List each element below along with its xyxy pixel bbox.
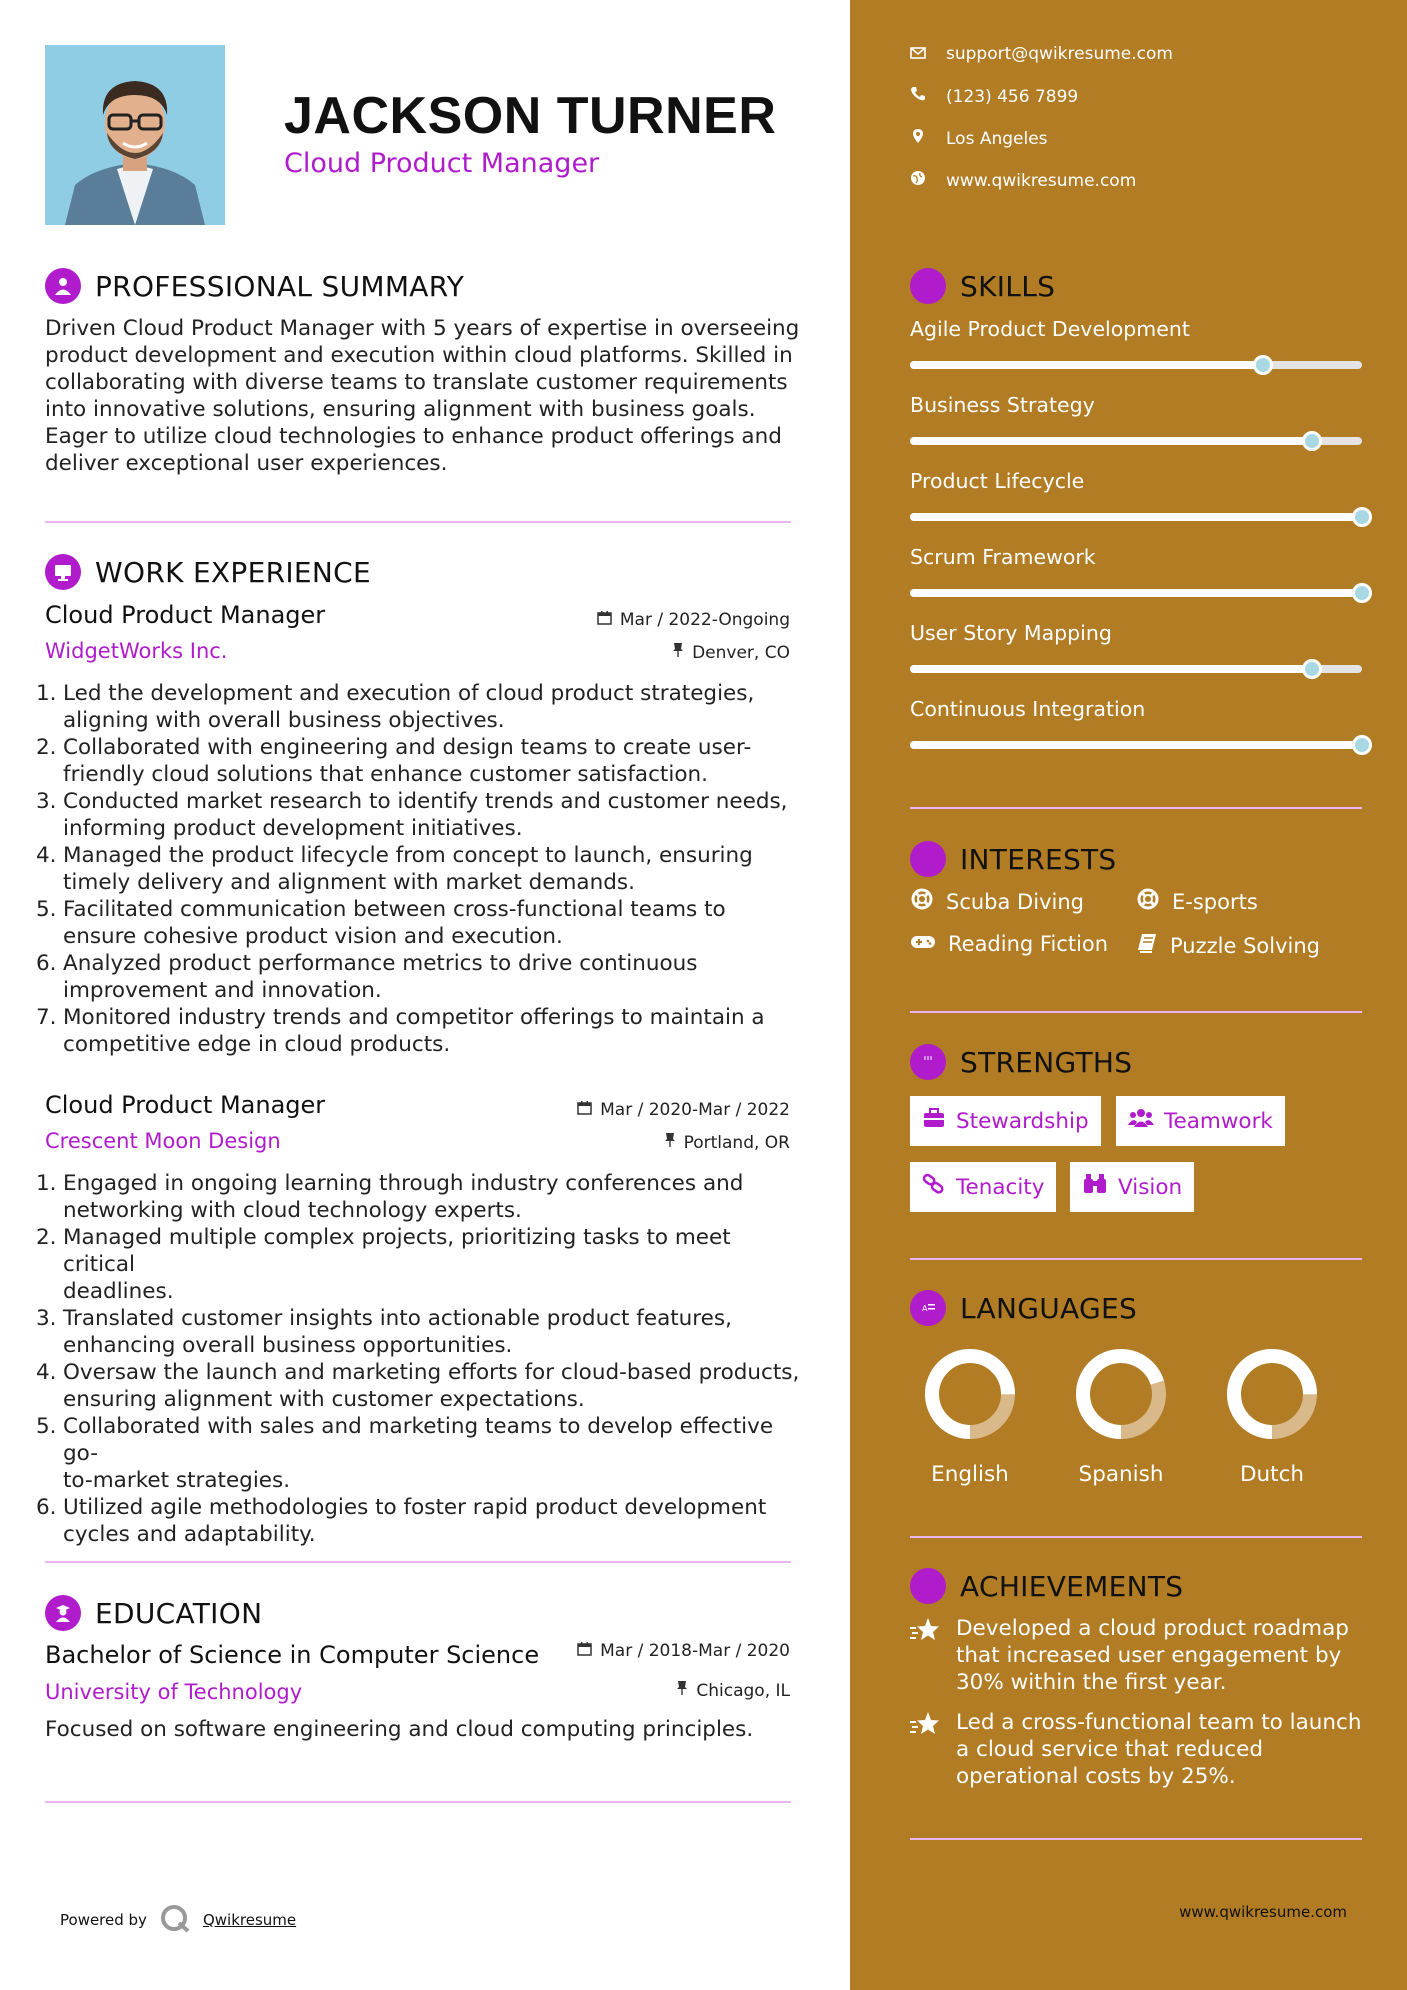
svg-text:A: A [922, 1304, 928, 1313]
skill-bar-knob [1253, 355, 1273, 375]
achievement-item [910, 1615, 1349, 1696]
interest-label: Reading Fiction [948, 932, 1109, 956]
strength-chip [1116, 1096, 1285, 1146]
summary-line: product development and execution within cloud platforms. Skilled in [45, 343, 793, 368]
skill-bar [910, 741, 1362, 749]
candidate-role: Cloud Product Manager [284, 148, 600, 179]
summary-line: Eager to utilize cloud technologies to enhance product offerings and [45, 424, 782, 449]
list-item: 5. Facilitated communication between cross-functional teams to ensure cohesive product vision and execution. [36, 897, 726, 949]
section-title: EDUCATION [95, 1596, 263, 1630]
skill-bar [910, 513, 1362, 521]
summary-header [45, 268, 464, 304]
skill-bar-fill [910, 437, 1312, 445]
strength-label: Stewardship [956, 1108, 1089, 1134]
job-location [490, 1132, 790, 1153]
skill-bar-knob [1352, 583, 1372, 603]
divider [45, 1561, 791, 1563]
achievement-line: Developed a cloud product roadmap [956, 1616, 1349, 1641]
list-item: 2. Collaborated with engineering and design teams to create user- friendly cloud solutions that enhance customer satisfaction. [36, 735, 752, 787]
language-label: Dutch [1239, 1462, 1305, 1487]
star-icon [910, 1709, 940, 1790]
map-marker-icon [910, 128, 926, 149]
lightbulb-icon [910, 268, 946, 304]
job-date [490, 610, 790, 630]
achievement-line: that increased user engagement by [956, 1643, 1342, 1668]
divider [45, 521, 791, 523]
lifebuoy-icon [1136, 887, 1160, 916]
section-title: PROFESSIONAL SUMMARY [95, 269, 465, 303]
skill-label: Scrum Framework [910, 545, 1096, 569]
gamepad-icon [910, 932, 936, 956]
education-date [490, 1641, 790, 1661]
skill-bar-knob [1352, 507, 1372, 527]
skill-label: Agile Product Development [910, 317, 1190, 341]
phone-text[interactable]: (123) 456 7899 [946, 86, 1079, 107]
education-note: Focused on software engineering and cloud computing principles. [45, 1717, 754, 1742]
list-item: 3. Translated customer insights into actionable product features, enhancing overall business opportunities. [36, 1306, 732, 1358]
globe-icon [910, 170, 926, 191]
section-title: INTERESTS [960, 842, 1117, 876]
interest-item [1136, 932, 1320, 959]
skill-label: Business Strategy [910, 393, 1095, 417]
link-icon [922, 1173, 946, 1201]
binoculars-icon [1082, 1173, 1108, 1201]
language-item [1207, 1344, 1337, 1487]
summary-line: deliver exceptional user experiences. [45, 451, 448, 476]
list-item: 4. Managed the product lifecycle from concept to launch, ensuring timely delivery and alignment with market demands. [36, 843, 753, 895]
skill-bar [910, 361, 1362, 369]
skill-bar-fill [910, 665, 1312, 673]
skill-bar-fill [910, 741, 1362, 749]
job-duties [36, 1170, 805, 1548]
list-item: 1. Engaged in ongoing learning through industry conferences and networking with cloud technology experts. [36, 1171, 744, 1223]
list-item: 7. Monitored industry trends and competitor offerings to maintain a competitive edge in cloud products. [36, 1005, 765, 1057]
section-title: SKILLS [960, 269, 1056, 303]
translate-icon [910, 1290, 946, 1326]
star-icon [910, 1615, 940, 1696]
strength-label: Tenacity [956, 1174, 1045, 1200]
achievement-line: 30% within the first year. [956, 1670, 1227, 1695]
date-text: Mar / 2020-Mar / 2022 [600, 1100, 790, 1120]
fist-icon [910, 1044, 946, 1080]
achievement-line: a cloud service that reduced [956, 1737, 1263, 1762]
divider [910, 1536, 1362, 1538]
section-title: WORK EXPERIENCE [95, 555, 371, 589]
job-date [490, 1100, 790, 1120]
calendar-icon [597, 610, 612, 630]
interest-item [1136, 887, 1258, 916]
language-item [905, 1344, 1035, 1487]
language-ring [1222, 1344, 1322, 1444]
job-duties [36, 680, 805, 1058]
summary-text [45, 315, 805, 477]
list-item: 5. Collaborated with sales and marketing teams to develop effective go- to-market strategies. [36, 1414, 774, 1493]
profile-photo [45, 45, 225, 225]
skill-bar-knob [1352, 735, 1372, 755]
divider [910, 1258, 1362, 1260]
skill-label: User Story Mapping [910, 621, 1112, 645]
skill-bar [910, 589, 1362, 597]
achievement-item [910, 1709, 1362, 1790]
job-title: Cloud Product Manager [45, 1091, 326, 1119]
skill-bar-fill [910, 589, 1362, 597]
list-item: 3. Conducted market research to identify trends and customer needs, informing product development initiatives. [36, 789, 788, 841]
section-title: STRENGTHS [960, 1045, 1133, 1079]
job-title: Cloud Product Manager [45, 601, 326, 629]
divider [45, 1801, 791, 1803]
location-text: Portland, OR [683, 1132, 790, 1153]
envelope-icon [910, 44, 926, 64]
location-text: Denver, CO [692, 642, 790, 663]
monitor-icon [45, 554, 81, 590]
skill-bar [910, 437, 1362, 445]
company-name: WidgetWorks Inc. [45, 639, 228, 663]
interests-header [910, 841, 1117, 877]
language-label: Spanish [1078, 1462, 1164, 1487]
powered-by-text: Powered by [60, 1911, 147, 1929]
school-name: University of Technology [45, 1680, 303, 1704]
skill-bar-fill [910, 513, 1362, 521]
candidate-name: JACKSON TURNER [284, 87, 777, 145]
phone-icon [910, 86, 926, 107]
footer-powered-by [60, 1903, 296, 1937]
education-header [45, 1595, 262, 1631]
achievements-header [910, 1568, 1183, 1604]
website-text[interactable]: www.qwikresume.com [946, 170, 1137, 191]
language-label: English [931, 1462, 1009, 1487]
calendar-icon [577, 1641, 592, 1661]
contact-email [910, 44, 1173, 64]
language-ring [920, 1344, 1020, 1444]
email-text[interactable]: support@qwikresume.com [946, 44, 1173, 64]
divider [910, 807, 1362, 809]
skills-header [910, 268, 1055, 304]
briefcase-icon [922, 1108, 946, 1134]
degree-title: Bachelor of Science in Computer Science [45, 1641, 540, 1669]
interest-item [910, 887, 1084, 916]
divider [910, 1011, 1362, 1013]
date-text: Mar / 2022-Ongoing [619, 610, 790, 630]
divider [910, 1838, 1362, 1840]
languages-header [910, 1290, 1137, 1326]
job-location [490, 642, 790, 663]
strength-label: Teamwork [1164, 1108, 1273, 1134]
interest-item [910, 932, 1108, 956]
list-item: 1. Led the development and execution of cloud product strategies, aligning with overall business objectives. [36, 681, 755, 733]
footer-website[interactable]: www.qwikresume.com [1179, 1903, 1347, 1921]
achievement-line: operational costs by 25%. [956, 1764, 1236, 1789]
graduate-icon [45, 1595, 81, 1631]
language-ring [1071, 1344, 1171, 1444]
interest-label: E-sports [1172, 889, 1258, 914]
list-item: 2. Managed multiple complex projects, prioritizing tasks to meet critical deadlines. [36, 1225, 731, 1304]
contact-phone [910, 86, 1078, 107]
list-item: 6. Analyzed product performance metrics to drive continuous improvement and innovation. [36, 951, 698, 1003]
education-location [490, 1680, 790, 1701]
calendar-icon [577, 1100, 592, 1120]
strength-chip [910, 1162, 1056, 1212]
pin-icon [672, 642, 684, 663]
company-name: Crescent Moon Design [45, 1129, 281, 1153]
strengths-header [910, 1044, 1132, 1080]
summary-line: into innovative solutions, ensuring alignment with business goals. [45, 397, 756, 422]
section-title: ACHIEVEMENTS [960, 1569, 1184, 1603]
strength-chip [910, 1096, 1101, 1146]
strength-chip [1070, 1162, 1194, 1212]
qwikresume-logo-icon [159, 1903, 191, 1937]
users-icon [1128, 1108, 1154, 1134]
location-text: Los Angeles [946, 128, 1048, 149]
location-text: Chicago, IL [696, 1680, 790, 1701]
pin-icon [676, 1680, 688, 1701]
summary-line: Driven Cloud Product Manager with 5 years of expertise in overseeing [45, 316, 800, 341]
achievement-line: Led a cross-functional team to launch [956, 1710, 1362, 1735]
skill-bar-fill [910, 361, 1263, 369]
lifebuoy-icon [910, 887, 934, 916]
interest-label: Puzzle Solving [1170, 933, 1320, 958]
skill-label: Continuous Integration [910, 697, 1146, 721]
list-item: 6. Utilized agile methodologies to foster rapid product development cycles and adaptability. [36, 1495, 767, 1547]
summary-line: collaborating with diverse teams to translate customer requirements [45, 370, 788, 395]
pin-icon [664, 1132, 676, 1153]
contact-location [910, 128, 1048, 149]
date-text: Mar / 2018-Mar / 2020 [600, 1641, 790, 1661]
paper-plane-icon [910, 841, 946, 877]
user-circle-icon [45, 268, 81, 304]
skill-bar [910, 665, 1362, 673]
star-icon [910, 1568, 946, 1604]
section-title: LANGUAGES [960, 1291, 1138, 1325]
language-item [1056, 1344, 1186, 1487]
skill-label: Product Lifecycle [910, 469, 1085, 493]
strength-label: Vision [1118, 1174, 1183, 1200]
work-header [45, 554, 371, 590]
interest-label: Scuba Diving [946, 889, 1084, 914]
list-item: 4. Oversaw the launch and marketing efforts for cloud-based products, ensuring alignment with customer expectations. [36, 1360, 800, 1412]
book-icon [1136, 932, 1158, 959]
brand-link[interactable]: Qwikresume [202, 1911, 297, 1929]
contact-website [910, 170, 1136, 191]
